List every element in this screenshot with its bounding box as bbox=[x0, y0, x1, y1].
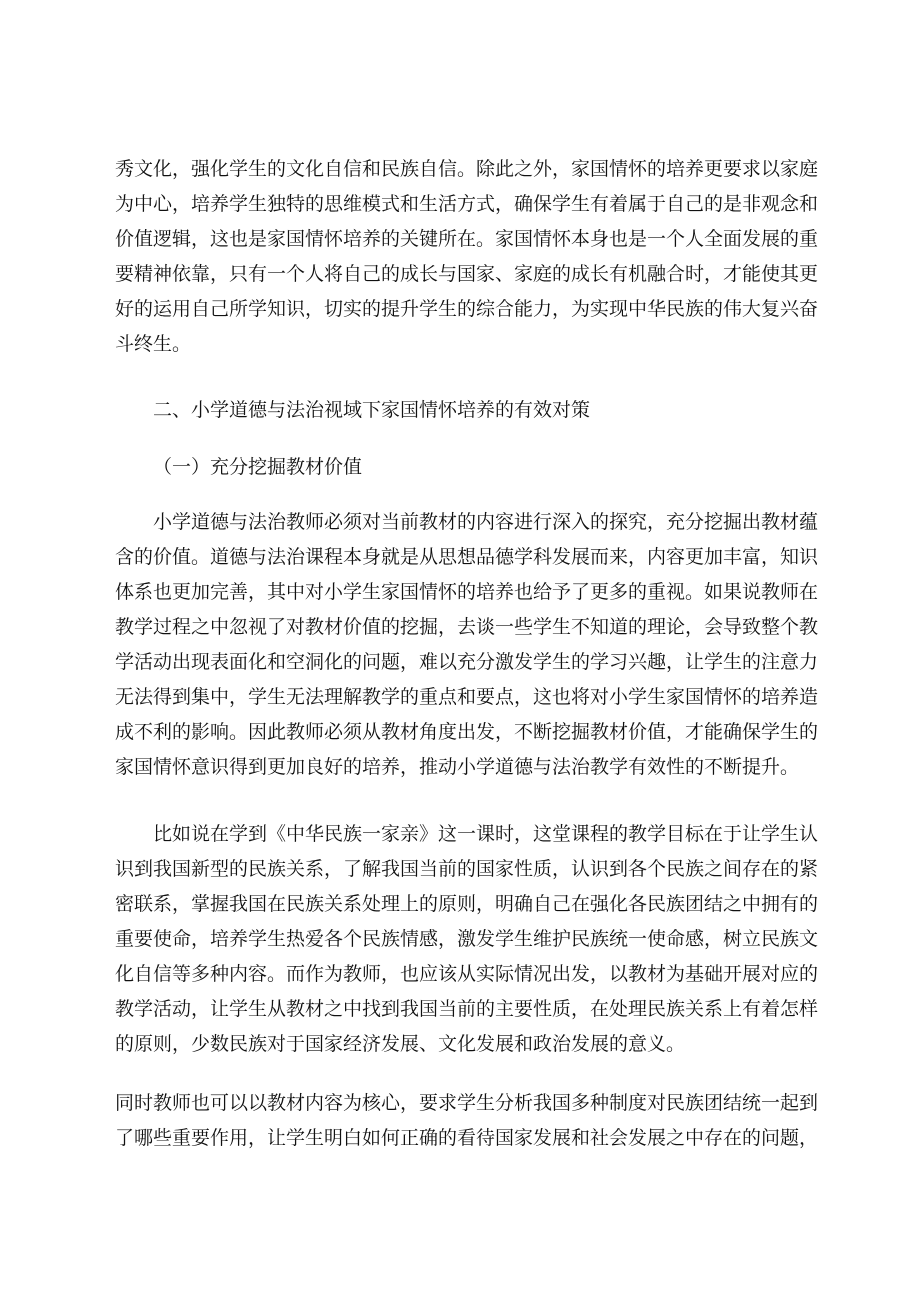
paragraph-2 bbox=[115, 505, 819, 785]
paragraph-line: 密联系，掌握我国在民族关系处理上的原则，明确自己在强化各民族团结之中拥有的 bbox=[115, 893, 819, 915]
paragraph-line: 含的价值。道德与法治课程本身就是从思想品德学科发展而来，内容更加丰富，知识 bbox=[115, 546, 819, 568]
paragraph-line: 体系也更加完善，其中对小学生家国情怀的培养也给予了更多的重视。如果说教师在 bbox=[115, 581, 819, 603]
paragraph-line: 的原则，少数民族对于国家经济发展、文化发展和政治发展的意义。 bbox=[115, 1033, 686, 1055]
paragraph-line: 化自信等多种内容。而作为教师，也应该从实际情况出发，以教材为基础开展对应的 bbox=[115, 963, 819, 985]
paragraph-line: 为中心，培养学生独特的思维模式和生活方式，确保学生有着属于自己的是非观念和 bbox=[115, 193, 819, 215]
paragraph-3 bbox=[115, 817, 819, 1062]
paragraph-line: 学活动出现表面化和空洞化的问题，难以充分激发学生的学习兴趣，让学生的注意力 bbox=[115, 651, 819, 673]
subsection-heading: （一）充分挖掘教材价值 bbox=[153, 456, 363, 478]
paragraph-line: 了哪些重要作用，让学生明白如何正确的看待国家发展和社会发展之中存在的问题， bbox=[115, 1127, 819, 1149]
paragraph-line: 好的运用自己所学知识，切实的提升学生的综合能力，为实现中华民族的伟大复兴奋 bbox=[115, 298, 819, 320]
paragraph-line: 教学过程之中忽视了对教材价值的挖掘，去谈一些学生不知道的理论，会导致整个教 bbox=[115, 616, 819, 638]
paragraph-line: 无法得到集中，学生无法理解教学的重点和要点，这也将对小学生家国情怀的培养造 bbox=[115, 686, 819, 708]
paragraph-line: 教学活动，让学生从教材之中找到我国当前的主要性质，在处理民族关系上有着怎样 bbox=[115, 998, 819, 1020]
paragraph-line: 价值逻辑，这也是家国情怀培养的关键所在。家国情怀本身也是一个人全面发展的重 bbox=[115, 228, 819, 250]
paragraph-line: 重要使命，培养学生热爱各个民族情感，激发学生维护民族统一使命感，树立民族文 bbox=[115, 928, 819, 950]
paragraph-line: 秀文化，强化学生的文化自信和民族自信。除此之外，家国情怀的培养更要求以家庭 bbox=[115, 158, 819, 180]
paragraph-line: 家国情怀意识得到更加良好的培养，推动小学道德与法治教学有效性的不断提升。 bbox=[115, 756, 800, 778]
paragraph-line: 要精神依靠，只有一个人将自己的成长与国家、家庭的成长有机融合时，才能使其更 bbox=[115, 263, 819, 285]
paragraph-1 bbox=[115, 152, 819, 362]
paragraph-line: 同时教师也可以以教材内容为核心，要求学生分析我国多种制度对民族团结统一起到 bbox=[115, 1092, 819, 1114]
paragraph-line: 小学道德与法治教师必须对当前教材的内容进行深入的探究，充分挖掘出教材蕴 bbox=[153, 511, 819, 533]
paragraph-line: 比如说在学到《中华民族一家亲》这一课时，这堂课程的教学目标在于让学生认 bbox=[153, 823, 819, 845]
section-heading: 二、小学道德与法治视域下家国情怀培养的有效对策 bbox=[153, 399, 591, 421]
paragraph-line: 识到我国新型的民族关系，了解我国当前的国家性质，认识到各个民族之间存在的紧 bbox=[115, 858, 819, 880]
paragraph-4 bbox=[115, 1086, 819, 1156]
section-heading-block bbox=[153, 393, 833, 428]
paragraph-line: 成不利的影响。因此教师必须从教材角度出发，不断挖掘教材价值，才能确保学生的 bbox=[115, 721, 819, 743]
subheading-block bbox=[153, 450, 833, 485]
paragraph-line: 斗终生。 bbox=[115, 333, 192, 355]
